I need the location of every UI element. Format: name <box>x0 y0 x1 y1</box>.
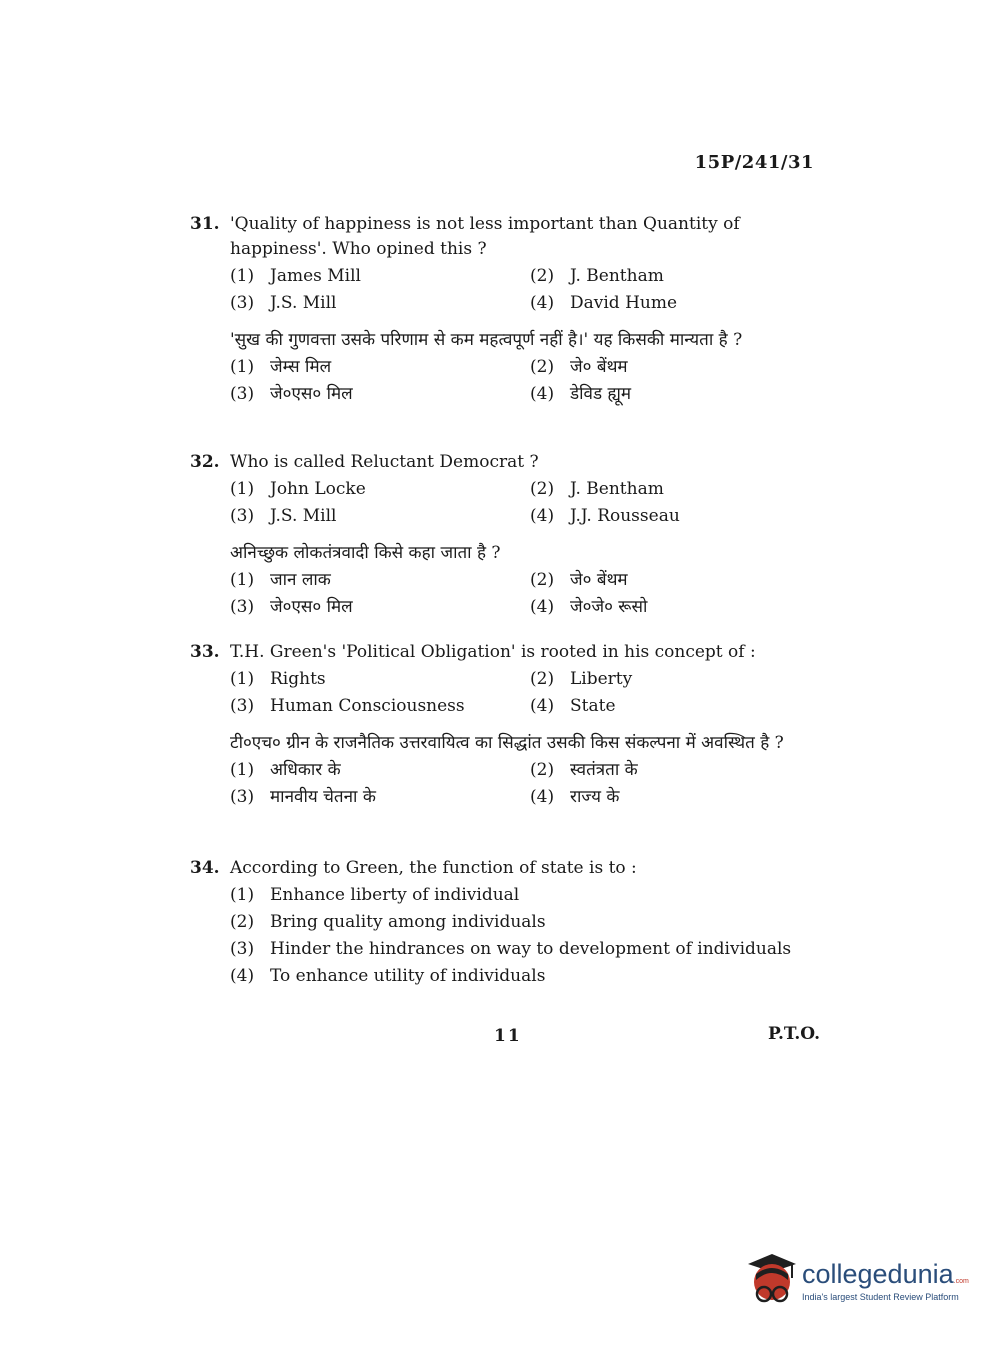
option-3 <box>230 504 530 529</box>
hindi-option-2 <box>530 568 810 593</box>
hindi-question-text: अनिच्छुक लोकतंत्रवादी किसे कहा जाता है ? <box>230 543 501 563</box>
question-text: 'Quality of happiness is not less important than Quantity of happiness'. Who opined this ? <box>230 214 740 259</box>
option-text: Rights <box>270 669 326 689</box>
hindi-option-3 <box>230 595 530 620</box>
option-text: J.S. Mill <box>270 506 337 526</box>
option-number: (3) <box>230 696 255 716</box>
option-text: मानवीय चेतना के <box>270 787 376 807</box>
student-mascot-icon <box>742 1250 798 1310</box>
option-number: (2) <box>530 669 555 689</box>
option-number: (4) <box>530 506 555 526</box>
option-text: Bring quality among individuals <box>270 912 546 932</box>
option-text: जे०एस० मिल <box>270 597 353 617</box>
question-number: 34. <box>190 858 220 878</box>
option-2 <box>530 667 810 692</box>
question-number: 32. <box>190 452 220 472</box>
option-number: (1) <box>230 570 255 590</box>
option-text: जे० बेंथम <box>570 357 628 377</box>
option-number: (4) <box>530 384 555 404</box>
option-number: (3) <box>230 939 255 959</box>
options-english <box>230 667 830 719</box>
logo-name: collegedunia <box>802 1258 954 1289</box>
option-number: (3) <box>230 597 255 617</box>
option-text: J.J. Rousseau <box>570 506 680 526</box>
option-number: (4) <box>230 966 255 986</box>
option-text: जान लाक <box>270 570 331 590</box>
options-english <box>230 883 830 989</box>
option-3 <box>230 937 810 962</box>
question-text: According to Green, the function of state is to : <box>230 858 637 878</box>
hindi-option-1 <box>230 568 530 593</box>
logo-suffix: .com <box>953 1277 969 1285</box>
option-2 <box>530 477 810 502</box>
hindi-option-1 <box>230 758 530 783</box>
question-text: T.H. Green's 'Political Obligation' is rooted in his concept of : <box>230 642 756 662</box>
option-number: (2) <box>530 479 555 499</box>
option-3 <box>230 694 530 719</box>
option-text: राज्य के <box>570 787 620 807</box>
option-text: Liberty <box>570 669 633 689</box>
option-4 <box>530 504 810 529</box>
options-english <box>230 477 830 529</box>
hindi-question-text: 'सुख की गुणवत्ता उसके परिणाम से कम महत्वपूर्ण नहीं है।' यह किसकी मान्यता है ? <box>230 330 743 350</box>
option-text: State <box>570 696 616 716</box>
option-number: (2) <box>530 266 555 286</box>
paper-code: 15P/241/31 <box>694 152 814 173</box>
option-number: (3) <box>230 506 255 526</box>
option-text: James Mill <box>270 266 361 286</box>
option-number: (1) <box>230 669 255 689</box>
hindi-option-2 <box>530 355 810 380</box>
question-number: 33. <box>190 642 220 662</box>
options-hindi <box>230 568 830 620</box>
option-text: J.S. Mill <box>270 293 337 313</box>
option-text: Human Consciousness <box>270 696 465 716</box>
option-1 <box>230 477 530 502</box>
option-number: (3) <box>230 293 255 313</box>
option-text: जे० बेंथम <box>570 570 628 590</box>
page-number: 11 <box>494 1026 522 1046</box>
option-number: (3) <box>230 787 255 807</box>
collegedunia-logo <box>742 1250 969 1310</box>
logo-wordmark <box>802 1259 969 1290</box>
option-text: जे०एस० मिल <box>270 384 353 404</box>
option-4 <box>530 694 810 719</box>
options-english <box>230 264 830 316</box>
question-number: 31. <box>190 214 220 234</box>
option-2 <box>230 910 810 935</box>
option-number: (4) <box>530 597 555 617</box>
option-text: J. Bentham <box>570 479 664 499</box>
option-2 <box>530 264 810 289</box>
option-4 <box>230 964 810 989</box>
question-31 <box>190 212 830 407</box>
option-number: (2) <box>530 760 555 780</box>
option-text: स्वतंत्रता के <box>570 760 638 780</box>
pto-label: P.T.O. <box>768 1024 820 1044</box>
option-number: (1) <box>230 760 255 780</box>
option-text: जे०जे० रूसो <box>570 597 648 617</box>
option-number: (4) <box>530 696 555 716</box>
option-1 <box>230 667 530 692</box>
option-text: अधिकार के <box>270 760 341 780</box>
option-number: (2) <box>230 912 255 932</box>
hindi-option-3 <box>230 382 530 407</box>
hindi-option-2 <box>530 758 810 783</box>
option-number: (4) <box>530 293 555 313</box>
options-hindi <box>230 355 830 407</box>
question-33 <box>190 640 830 810</box>
option-text: डेविड ह्यूम <box>570 384 631 404</box>
hindi-option-4 <box>530 382 810 407</box>
option-number: (1) <box>230 357 255 377</box>
option-number: (2) <box>530 570 555 590</box>
logo-tagline: India's largest Student Review Platform <box>802 1291 959 1302</box>
hindi-option-4 <box>530 595 810 620</box>
option-3 <box>230 291 530 316</box>
option-number: (2) <box>530 357 555 377</box>
option-text: J. Bentham <box>570 266 664 286</box>
hindi-option-4 <box>530 785 810 810</box>
question-32 <box>190 450 830 620</box>
option-text: जेम्स मिल <box>270 357 332 377</box>
hindi-option-3 <box>230 785 530 810</box>
question-text: Who is called Reluctant Democrat ? <box>230 452 539 472</box>
option-number: (1) <box>230 479 255 499</box>
option-text: Hinder the hindrances on way to development of individuals <box>270 939 792 959</box>
hindi-question-text: टी०एच० ग्रीन के राजनैतिक उत्तरवायित्व का सिद्धांत उसकी किस संकल्पना में अवस्थित है ? <box>230 733 784 753</box>
question-34 <box>190 856 830 989</box>
option-1 <box>230 883 810 908</box>
option-number: (1) <box>230 266 255 286</box>
option-number: (3) <box>230 384 255 404</box>
options-hindi <box>230 758 830 810</box>
option-4 <box>530 291 810 316</box>
option-text: John Locke <box>270 479 366 499</box>
hindi-option-1 <box>230 355 530 380</box>
option-number: (4) <box>530 787 555 807</box>
option-number: (1) <box>230 885 255 905</box>
option-1 <box>230 264 530 289</box>
option-text: To enhance utility of individuals <box>270 966 546 986</box>
option-text: David Hume <box>570 293 678 313</box>
option-text: Enhance liberty of individual <box>270 885 520 905</box>
